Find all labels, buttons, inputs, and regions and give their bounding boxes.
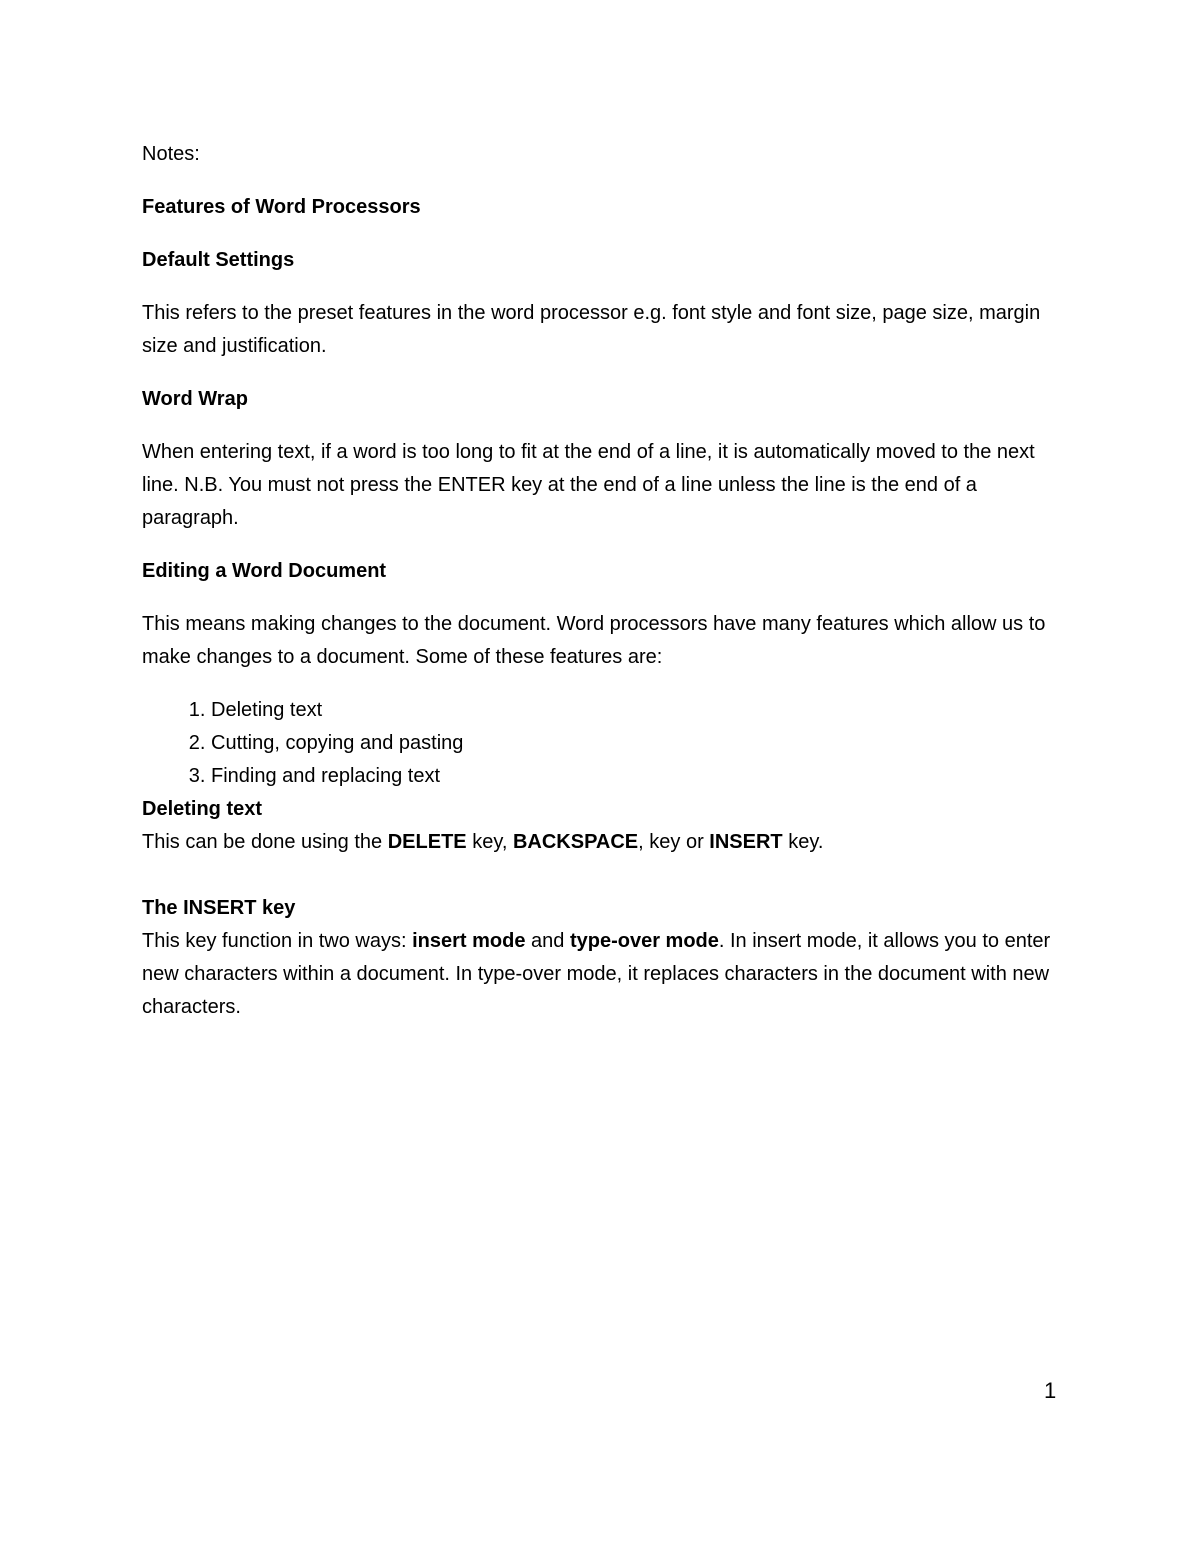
text-run: This key function in two ways: <box>142 930 413 952</box>
list-item: 1. Deleting text <box>211 694 1062 727</box>
list-item: 3. Finding and replacing text <box>211 760 1062 793</box>
page-number: 1 <box>1044 1378 1057 1403</box>
heading-default-settings: Default Settings <box>142 249 295 271</box>
paragraph-default-settings: This refers to the preset features in the word processor e.g. font style and font size, page size, margin size and justification. <box>142 302 1041 357</box>
editing-features-list <box>142 694 1062 793</box>
heading-editing: Editing a Word Document <box>142 560 387 582</box>
key-name-insert: INSERT <box>709 831 783 853</box>
heading-deleting-text: Deleting text <box>142 798 263 820</box>
document-body <box>142 138 1062 1024</box>
paragraph-insert-key <box>142 925 1062 1024</box>
term-insert-mode: insert mode <box>412 930 526 952</box>
text-run: key. <box>782 831 824 853</box>
heading-word-wrap: Word Wrap <box>142 388 248 410</box>
text-run: This can be done using the <box>142 831 388 853</box>
notes-label: Notes: <box>142 143 200 165</box>
document-title: Features of Word Processors <box>142 196 421 218</box>
paragraph-editing: This means making changes to the document. Word processors have many features which allow us to make changes to a document. Some of these features are: <box>142 613 1046 668</box>
heading-insert-key: The INSERT key <box>142 897 296 919</box>
term-type-over-mode: type-over mode <box>569 930 719 952</box>
paragraph-deleting-text <box>142 826 1062 859</box>
text-run: and <box>525 930 570 952</box>
key-name-delete: DELETE <box>387 831 467 853</box>
key-name-backspace: BACKSPACE <box>512 831 639 853</box>
text-run: key, <box>466 831 513 853</box>
blank-line <box>142 859 1062 892</box>
text-run: , key or <box>638 831 710 853</box>
text-run: . In insert mode, it allows you to enter new characters within a document. In type-over mode, it replaces characters in the document with new characters. <box>142 930 1051 1018</box>
list-item: 2. Cutting, copying and pasting <box>211 727 1062 760</box>
paragraph-word-wrap: When entering text, if a word is too long to fit at the end of a line, it is automatically moved to the next line. N.B. You must not press the ENTER key at the end of a line unless the line is the end of a paragraph. <box>142 441 1035 529</box>
